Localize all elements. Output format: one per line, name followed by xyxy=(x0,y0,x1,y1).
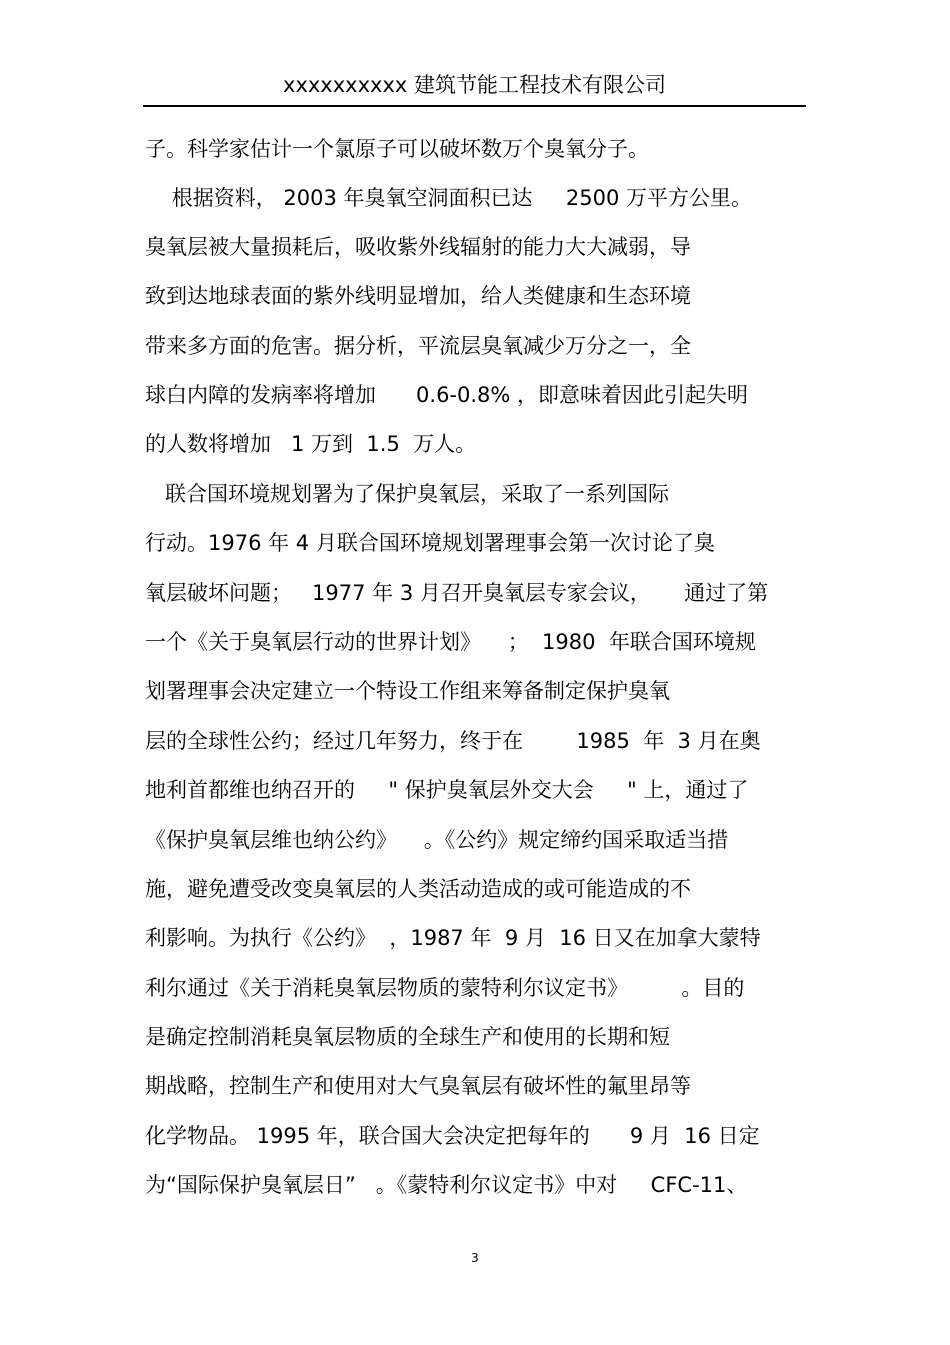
body-line: 致到达地球表面的紫外线明显增加，给人类健康和生态环境 xyxy=(145,284,691,308)
body-line: 期战略，控制生产和使用对大气臭氧层有破坏性的氟里昂等 xyxy=(145,1074,691,1098)
body-line: 施，避免遭受改变臭氧层的人类活动造成的或可能造成的不 xyxy=(145,877,691,901)
body-line: 利影响。为执行《公约》 ，1987 年 9 月 16 日又在加拿大蒙特 xyxy=(145,926,761,950)
body-line: 的人数将增加 1 万到 1.5 万人。 xyxy=(145,432,477,456)
body-line: 子。科学家估计一个氯原子可以破坏数万个臭氧分子。 xyxy=(145,137,649,161)
header-divider xyxy=(143,105,806,107)
body-line: 联合国环境规划署为了保护臭氧层，采取了一系列国际 xyxy=(145,482,670,506)
body-line: 是确定控制消耗臭氧层物质的全球生产和使用的长期和短 xyxy=(145,1025,670,1049)
body-line: 一个《关于臭氧层行动的世界计划》 ； 1980 年联合国环境规 xyxy=(145,630,756,654)
body-line: 地利首都维也纳召开的 " 保护臭氧层外交大会 " 上，通过了 xyxy=(145,778,749,802)
body-line: 行动。1976 年 4 月联合国环境规划署理事会第一次讨论了臭 xyxy=(145,531,715,555)
page-number: 3 xyxy=(471,1251,479,1265)
body-line: 为“国际保护臭氧层日” 。《蒙特利尔议定书》中对 CFC-11、 xyxy=(145,1173,748,1197)
body-line: 《保护臭氧层维也纳公约》 。《公约》规定缔约国采取适当措 xyxy=(145,828,729,852)
body-line: 根据资料， 2003 年臭氧空洞面积已达 2500 万平方公里。 xyxy=(145,186,752,210)
body-line: 层的全球性公约；经过几年努力，终于在 1985 年 3 月在奥 xyxy=(145,729,761,753)
body-line: 化学物品。 1995 年，联合国大会决定把每年的 9 月 16 日定 xyxy=(145,1124,760,1148)
body-line: 臭氧层被大量损耗后，吸收紫外线辐射的能力大大减弱，导 xyxy=(145,235,691,259)
body-line: 带来多方面的危害。据分析，平流层臭氧减少万分之一，全 xyxy=(145,334,691,358)
body-line: 球白内障的发病率将增加 0.6-0.8% ，即意味着因此引起失明 xyxy=(145,383,749,407)
body-line: 划署理事会决定建立一个特设工作组来筹备制定保护臭氧 xyxy=(145,679,670,703)
body-line: 利尔通过《关于消耗臭氧层物质的蒙特利尔议定书》 。目的 xyxy=(145,976,745,1000)
body-line: 氧层破坏问题； 1977 年 3 月召开臭氧层专家会议， 通过了第 xyxy=(145,581,769,605)
page-header-company: xxxxxxxxxx 建筑节能工程技术有限公司 xyxy=(283,73,666,97)
